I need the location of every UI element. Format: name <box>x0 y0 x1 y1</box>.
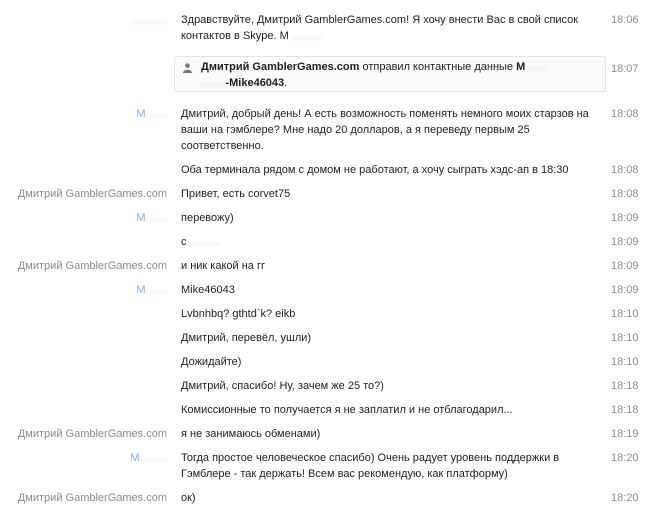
sender-name: М....... <box>136 108 167 120</box>
contact-card-action: отправил контактные данные <box>362 61 514 73</box>
message-text[interactable]: Тогда простое человеческое спасибо) Очень радует уровень поддержки в Гэмблере - так держать! Всем вас рекомендую, как платформу) <box>181 452 560 480</box>
sender-name: ............ <box>130 14 167 26</box>
message-text[interactable]: Здравствуйте, Дмитрий GamblerGames.com! Я хочу внести Вас в свой список контактов в Skype. М .......... <box>181 14 579 42</box>
contact-card-prefix: М <box>516 61 526 73</box>
contact-card-name: Дмитрий GamblerGames.com <box>201 61 360 73</box>
message-time: 18:09 <box>611 260 639 272</box>
message-text[interactable]: Mike46043 <box>181 284 235 296</box>
message-text[interactable]: Lvbnhbq? gthtd`k? eikb <box>181 308 296 320</box>
sender-name: Дмитрий GamblerGames.com <box>17 260 167 272</box>
message-time: 18:06 <box>611 14 639 26</box>
sender-name: М....... <box>136 284 167 296</box>
message-text[interactable]: с .......... <box>181 236 221 248</box>
message-text[interactable]: и ник какой на гг <box>181 260 265 272</box>
sender-name: Дмитрий GamblerGames.com <box>17 492 167 504</box>
message-time: 18:09 <box>611 212 639 224</box>
sender-name: М......... <box>130 452 167 464</box>
message-time: 18:09 <box>611 284 639 296</box>
message-time: 18:10 <box>611 356 639 368</box>
message-time: 18:09 <box>611 236 639 248</box>
sender-name: Дмитрий GamblerGames.com <box>17 428 167 440</box>
message-text[interactable]: Дмитрий, добрый день! А есть возможность поменять немного моих старзов на ваши на гэмблере? Мне надо 20 долларов, а я переведу первым 25 соответственно. <box>181 108 589 152</box>
sender-name: М....... <box>136 212 167 224</box>
message-time: 18:10 <box>611 332 639 344</box>
contact-card-id: -Mike46043 <box>225 77 285 89</box>
message-text[interactable]: перевожу) <box>181 212 234 224</box>
message-time: 18:18 <box>611 404 639 416</box>
contact-card-text: Дмитрий GamblerGames.com отправил контактные данные М ...... ........-Mike46043. <box>201 61 547 89</box>
message-time: 18:08 <box>611 164 639 176</box>
message-time: 18:08 <box>611 108 639 120</box>
message-time: 18:20 <box>611 452 639 464</box>
message-text[interactable]: Дмитрий, перевёл, ушли) <box>181 332 312 344</box>
contact-card[interactable] <box>174 56 606 92</box>
message-time: 18:10 <box>611 308 639 320</box>
message-time: 18:19 <box>611 428 639 440</box>
message-time: 18:08 <box>611 188 639 200</box>
message-text[interactable]: Дмитрий, спасибо! Ну, зачем же 25 то?) <box>181 380 384 392</box>
message-time: 18:07 <box>611 63 639 75</box>
message-text[interactable]: я не занимаюсь обменами) <box>181 428 321 440</box>
sender-name: Дмитрий GamblerGames.com <box>17 188 167 200</box>
message-text[interactable]: ок) <box>181 492 196 504</box>
message-time: 18:20 <box>611 492 639 504</box>
message-text[interactable]: Привет, есть corvet75 <box>181 188 291 200</box>
person-icon <box>183 63 192 73</box>
message-text[interactable]: Оба терминала рядом с домом не работают, а хочу сыграть хэдс-ап в 18:30 <box>181 164 569 176</box>
message-text[interactable]: Комиссионные то получается я не заплатил и не отблагодарил... <box>181 404 513 416</box>
message-text[interactable]: Дожидайте) <box>181 356 242 368</box>
message-time: 18:18 <box>611 380 639 392</box>
